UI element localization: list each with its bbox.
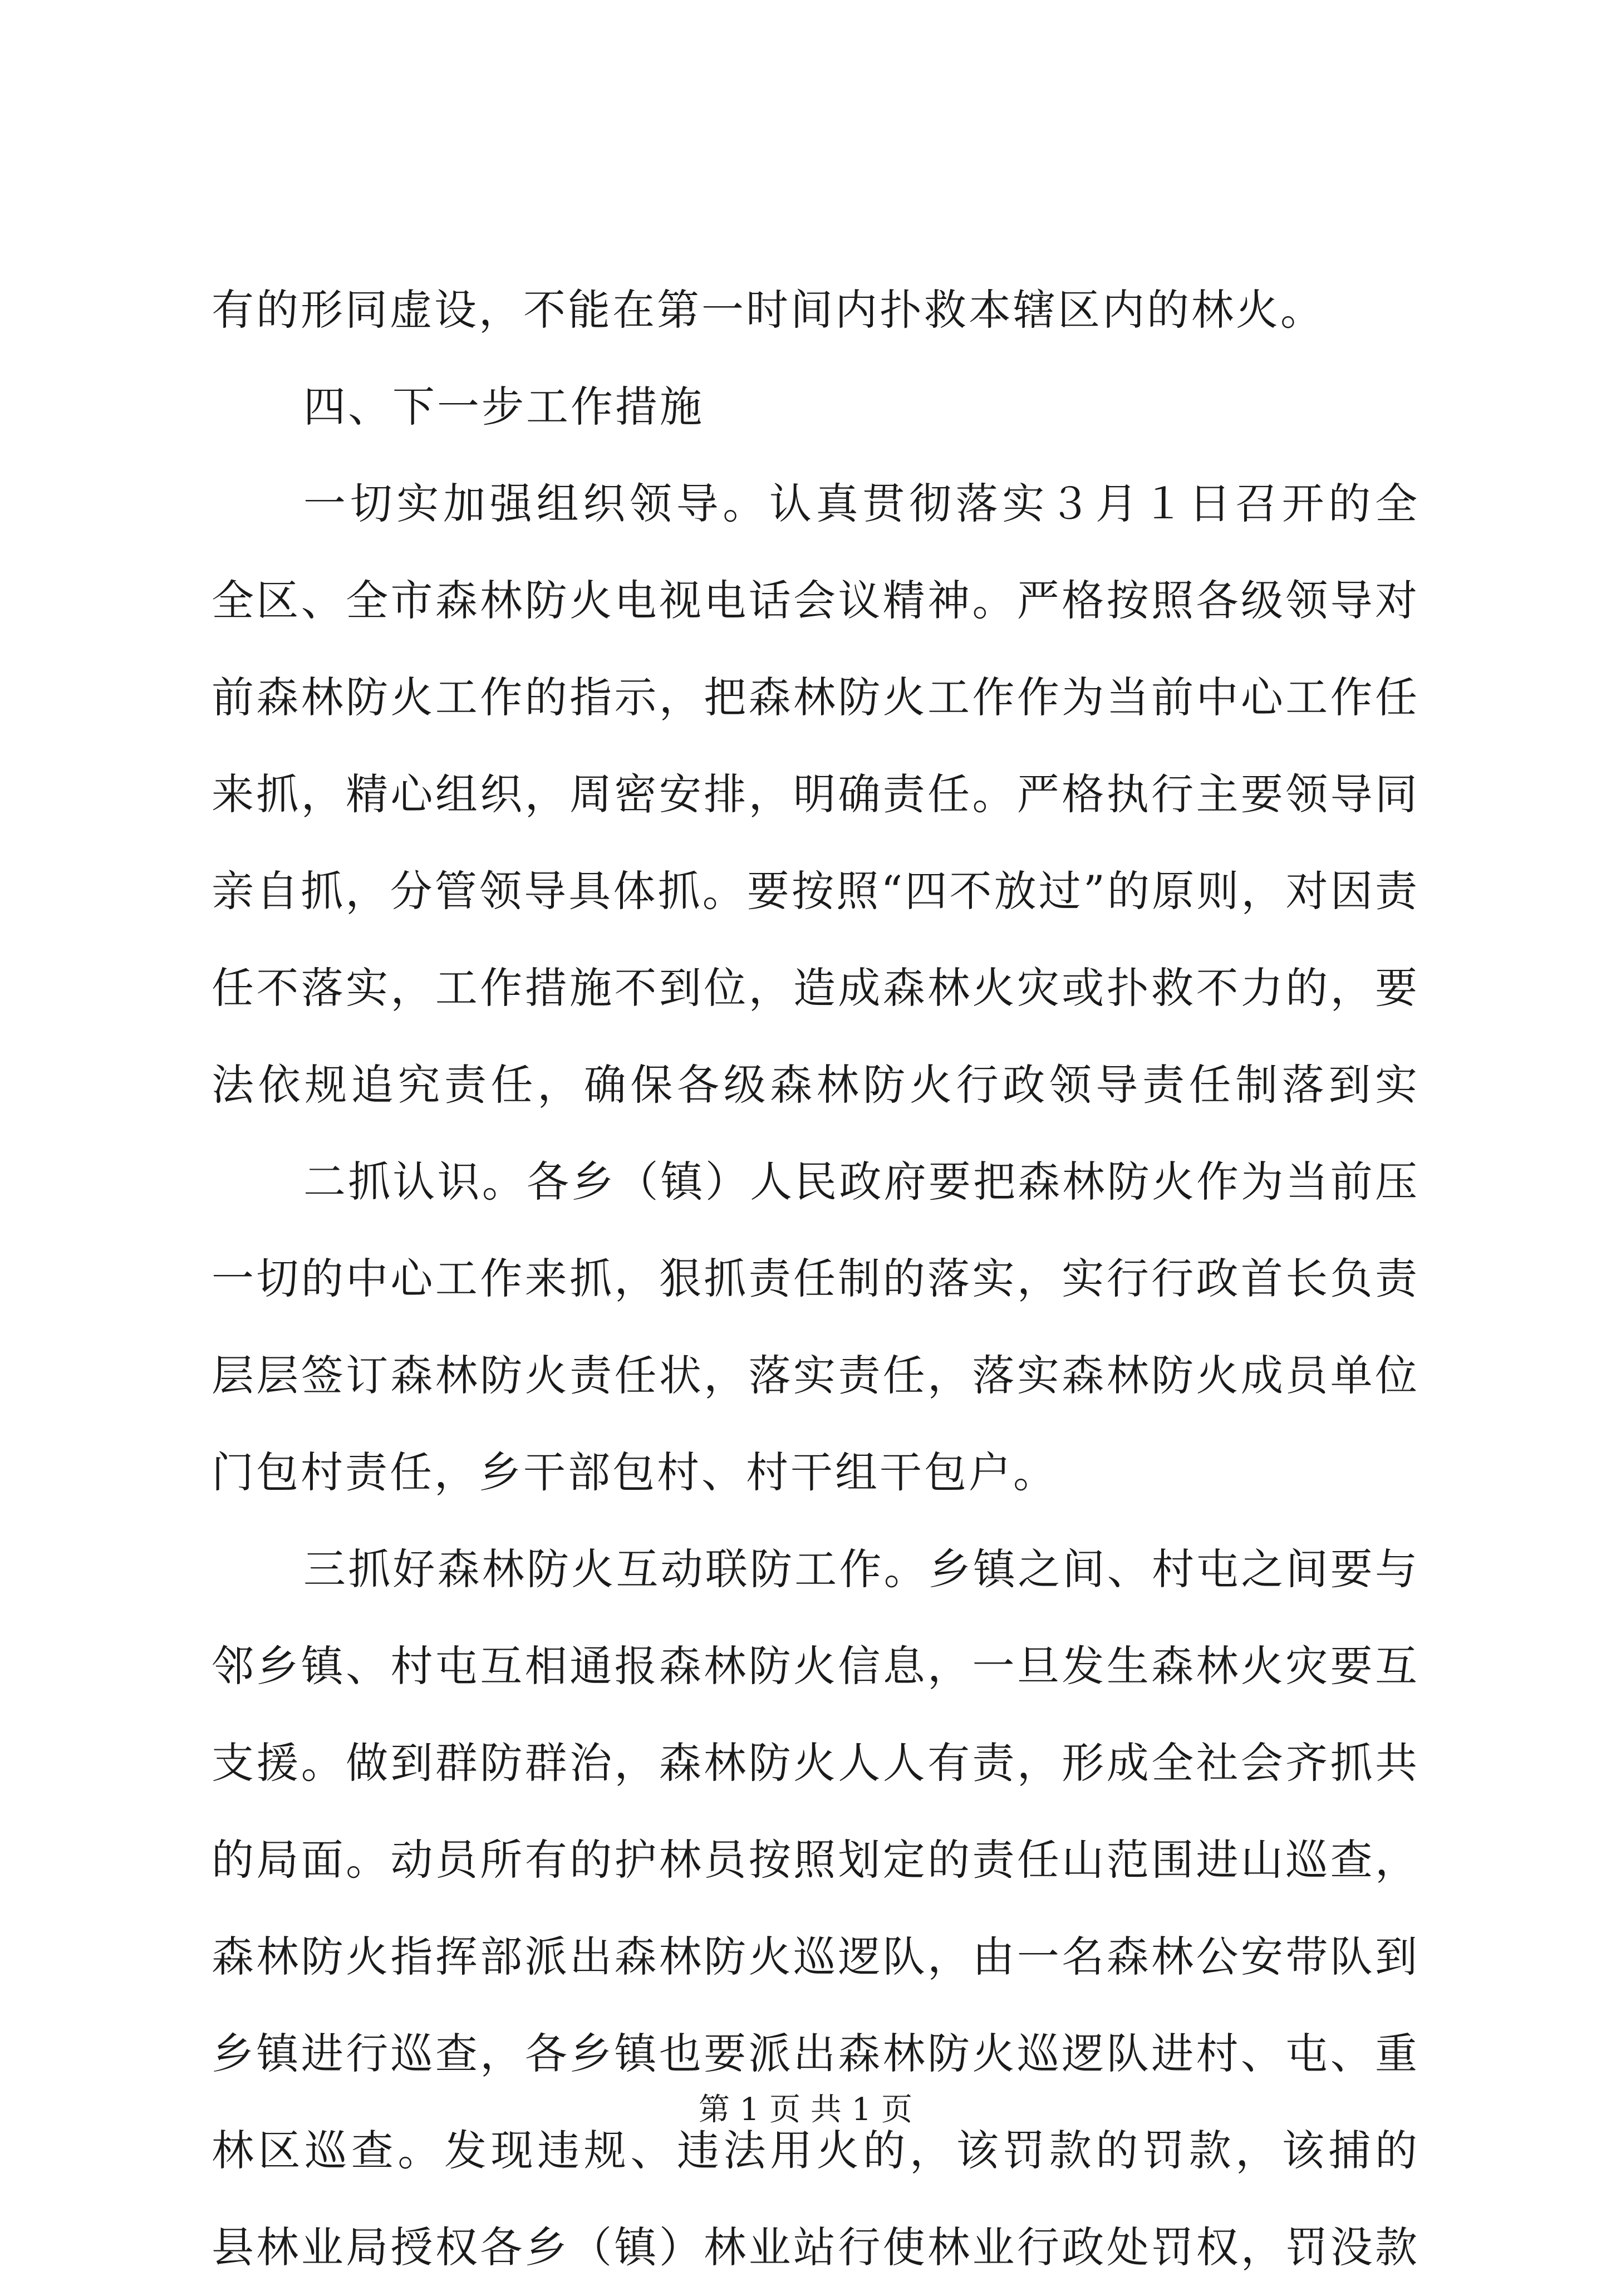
body-line: 任不落实，工作措施不到位，造成森林火灾或扑救不力的，要	[212, 963, 1420, 1013]
body-line: 门包村责任，乡干部包村、村干组干包户。	[212, 1448, 1058, 1497]
body-line: 的局面。动员所有的护林员按照划定的责任山范围进山巡查，	[212, 1835, 1420, 1885]
body-line: 邻乡镇、村屯互相通报森林防火信息，一旦发生森林火灾要互	[212, 1641, 1420, 1691]
body-line: 全区、全市森林防火电视电话会议精神。严格按照各级领导对	[212, 576, 1420, 625]
body-line: 来抓，精心组织，周密安排，明确责任。严格执行主要领导同	[212, 769, 1420, 819]
body-line: 乡镇进行巡查，各乡镇也要派出森林防火巡逻队进村、屯、重	[212, 2029, 1420, 2078]
body-line: 林区巡查。发现违规、违法用火的，该罚款的罚款，该捕的	[212, 2126, 1420, 2175]
body-line: 支援。做到群防群治，森林防火人人有责，形成全社会齐抓共	[212, 1738, 1420, 1788]
body-line: 法依规追究责任，确保各级森林防火行政领导责任制落到实	[212, 1060, 1420, 1110]
body-line: 亲自抓，分管领导具体抓。要按照“四不放过”的原则，对因责	[212, 866, 1420, 916]
body-line: 一切的中心工作来抓，狠抓责任制的落实，实行行政首长负责	[212, 1254, 1420, 1303]
body-line: 前森林防火工作的指示，把森林防火工作作为当前中心工作任	[212, 673, 1420, 722]
body-line: 县林业局授权各乡（镇）林业站行使林业行政处罚权，罚没款	[212, 2223, 1420, 2272]
body-line: 有的形同虚设，不能在第一时间内扑救本辖区内的林火。	[212, 285, 1325, 335]
section-heading: 四、下一步工作措施	[303, 382, 704, 431]
body-line: 层层签订森林防火责任状，落实责任，落实森林防火成员单位	[212, 1351, 1420, 1400]
body-line: 森林防火指挥部派出森林防火巡逻队，由一名森林公安带队到	[212, 1932, 1420, 1981]
paragraph-start-line: 三抓好森林防火互动联防工作。乡镇之间、村屯之间要与	[303, 1544, 1420, 1594]
paragraph-start-line: 一切实加强组织领导。认真贯彻落实３月１日召开的全	[303, 479, 1420, 528]
document-body	[212, 262, 1420, 2296]
page-footer: 第 1 页 共 1 页	[698, 2092, 913, 2128]
paragraph-start-line: 二抓认识。各乡（镇）人民政府要把森林防火作为当前压	[303, 1157, 1420, 1206]
